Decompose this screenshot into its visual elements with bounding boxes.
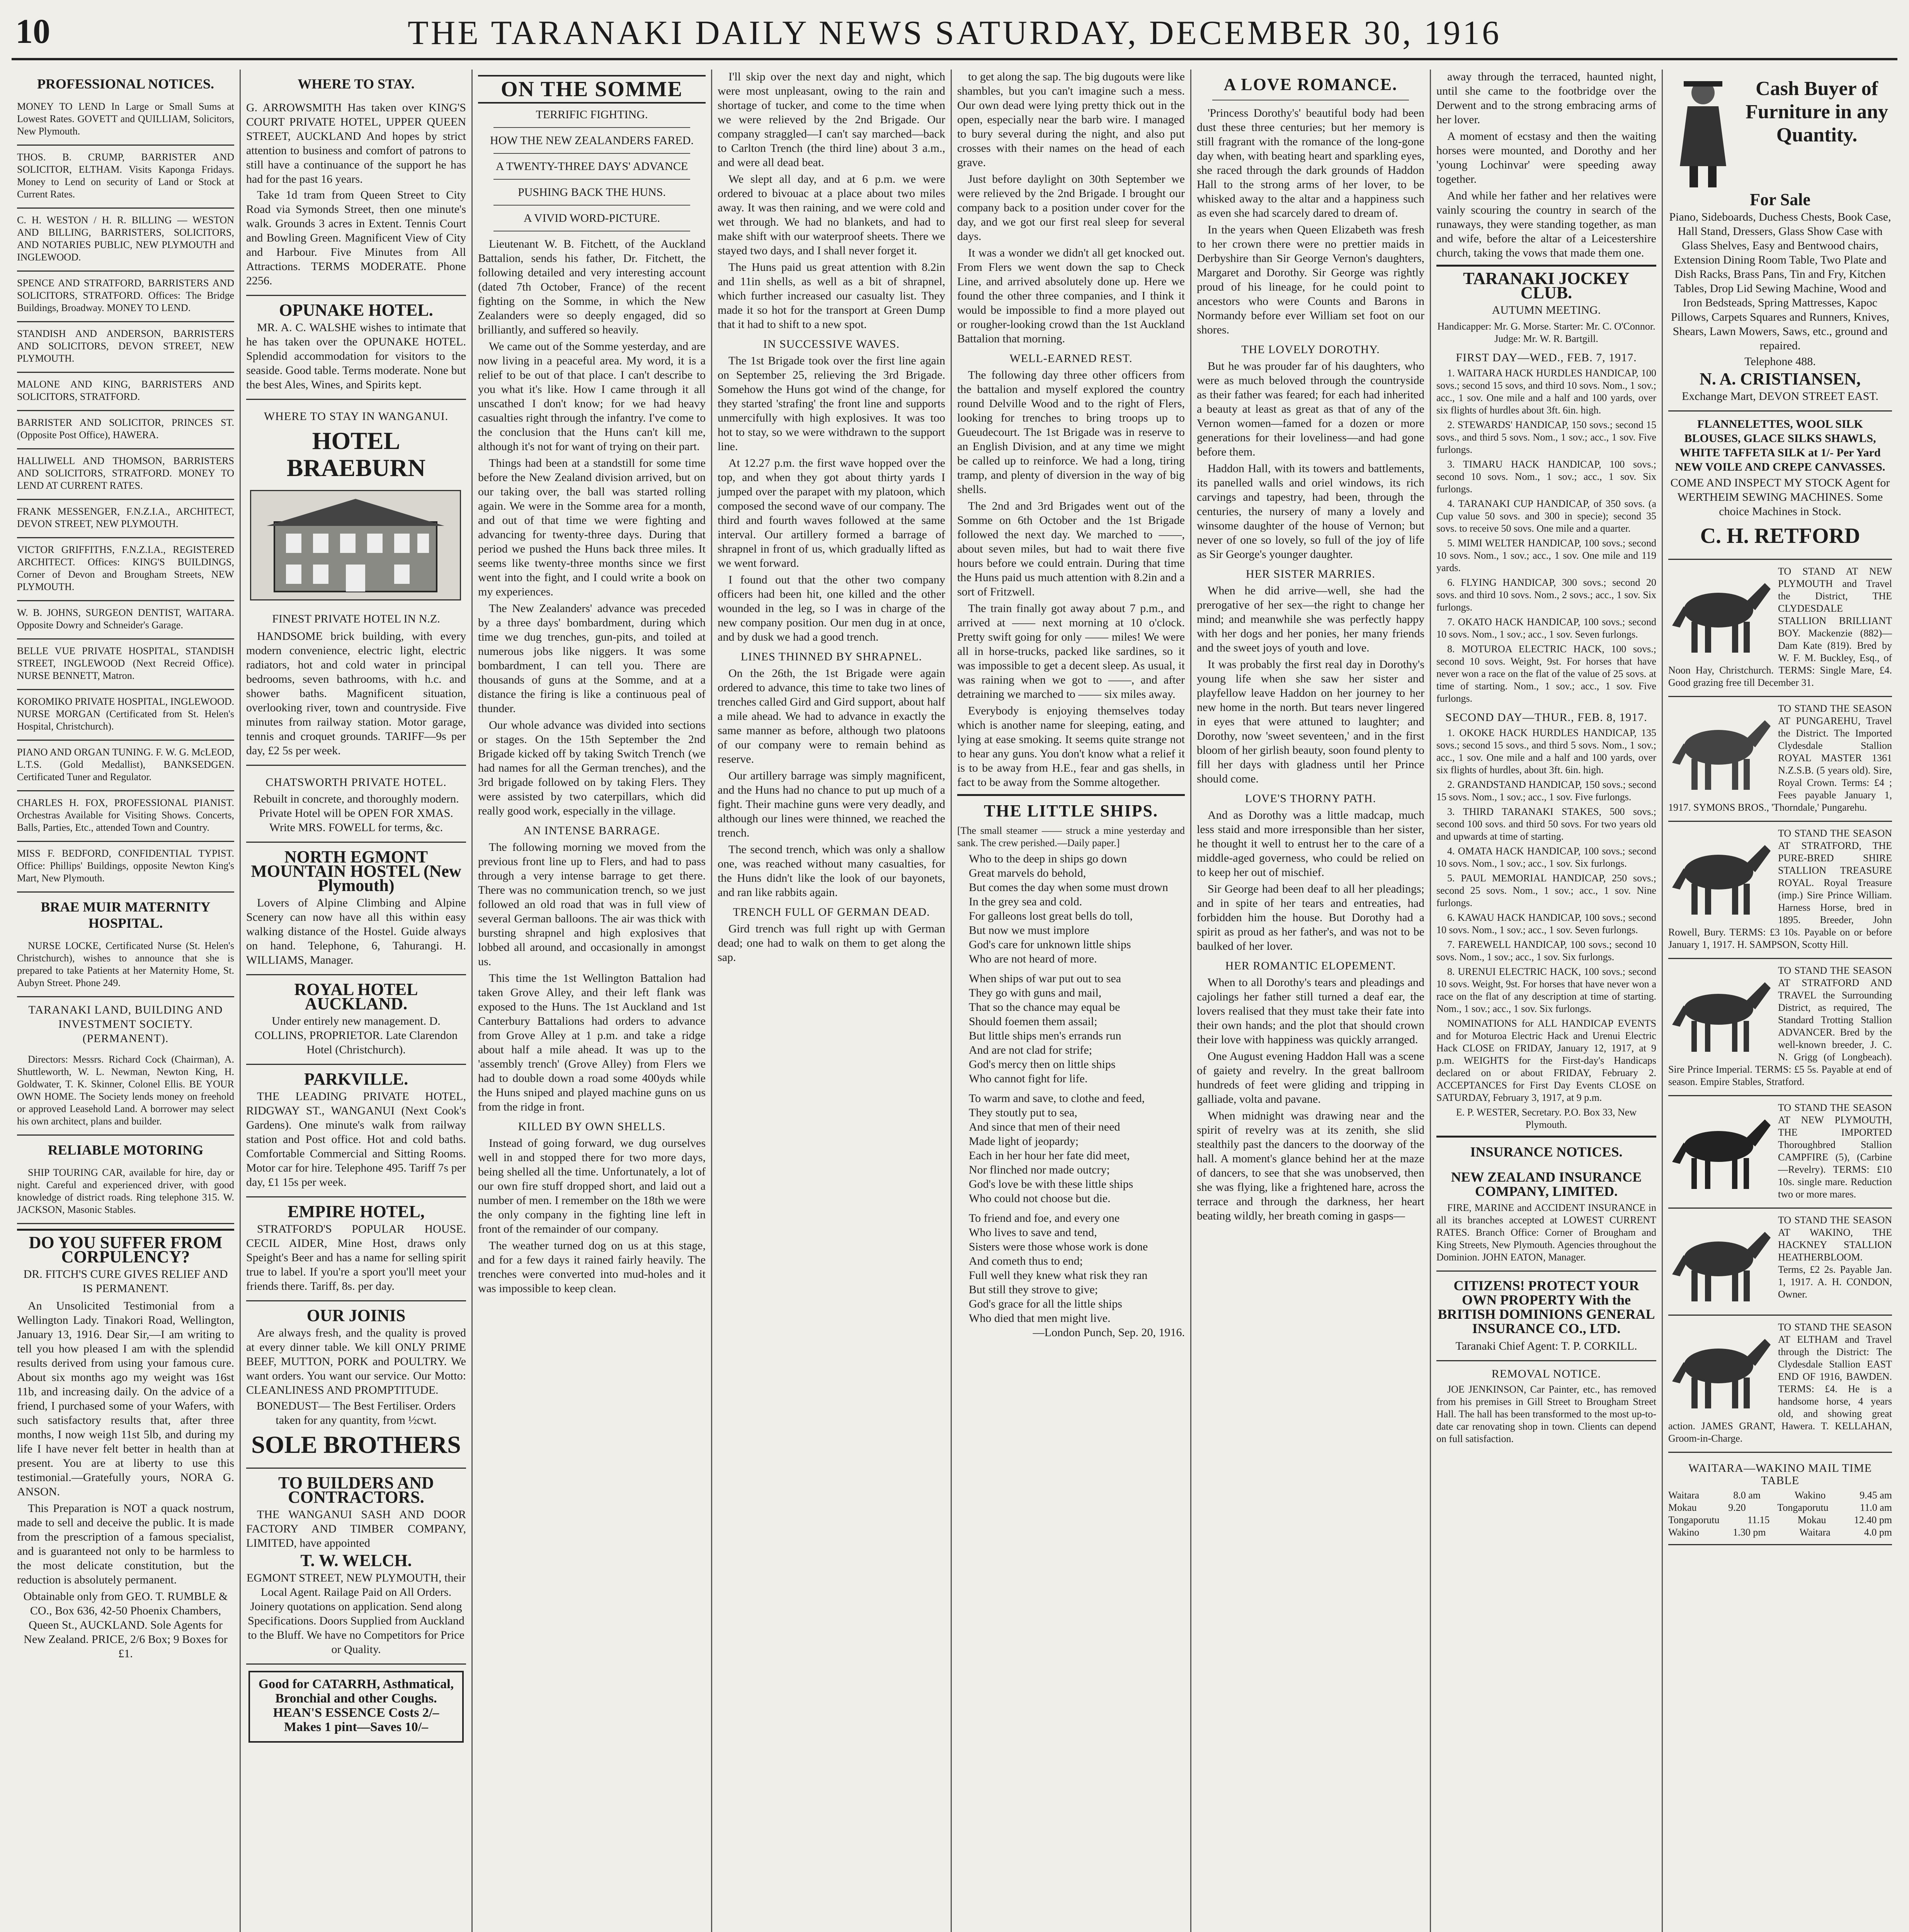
timetable-row (1668, 1526, 1892, 1539)
professional-notice (17, 209, 234, 272)
timetable-cell: Wakino (1668, 1527, 1700, 1538)
article-paragraph: Things had been at a standstill for some time before the New Zealand division arrived, but on our taking over, the ball was started rolling again. We were in the Somme area for a month, and out of that time we were fighting and advancing for twenty-three days. During that period we pushed the Huns back three miles. It seems like twenty-three months since we first went into the fight, and I could write a book on my experiences. (478, 457, 706, 598)
flannelettes-text: FLANNELETTES, WOOL SILK BLOUSES, GLACE SILKS SHAWLS, WHITE TAFFETA SILK at 1/- Per Yard NEW VOILE AND CREPE CANVASSES. (1675, 418, 1885, 473)
divider (957, 794, 1185, 796)
article-paragraph: It was a wonder we didn't all get knocked out. From Flers we went down the sap to Check Line, and arrived absolutely done up. Here we found the other three companies, and I think it would be impossible to find a more played out or rougher-looking crowd than the 1st Auckland Battalion that morning. (957, 247, 1185, 345)
stallion-notice (1668, 560, 1892, 697)
masthead (12, 8, 1897, 60)
column-somme-end-little-ships (951, 70, 1190, 1932)
egmont-hostel-ad (246, 843, 466, 975)
heans-essence-ad (248, 1671, 464, 1743)
stallion-text: TO STAND THE SEASON AT STRATFORD, THE PURE-BRED SHIRE STALLION TREASURE ROYAL. Royal Treasure (imp.) Sire Prince William. Harness Horse, bred in 1895. Breeder, John Rowell, Bury. TERMS: £3 10s. Payable on or before January 1, 1917. H. SAMPSON, Scotty Hill. (1668, 828, 1892, 950)
horse-illustration (1668, 967, 1773, 1056)
royal-text: Under entirely new management. D. COLLINS, PROPRIETOR. Late Clarendon Hotel (Christchurch). (254, 1015, 458, 1056)
stallion-notice (1668, 822, 1892, 959)
notice-text: VICTOR GRIFFITHS, F.N.Z.I.A., REGISTERED ARCHITECT. Offices: KING'S BUILDINGS, Corner of Devon and Brougham Streets, NEW PLYMOUTH. (17, 544, 234, 592)
poem-line: To friend and foe, and every one (969, 1212, 1120, 1225)
poem-body (957, 852, 1185, 1325)
article-paragraph: We came out of the Somme yesterday, and are now living in a peaceful area. My word, it is a relief to be out of that place. I can't describe to you what it's like. How I came through it all unscathed I don't know; for we had heavy casualties right through the infantry. I've come to the conclusion that the Huns can't kill me, although it's not for want of trying on their part. (478, 340, 706, 453)
corpulency-testimonial: An Unsolicited Testimonial from a Wellington Lady. Tinakori Road, Wellington, January 13, 1916. Dear Sir,—I am writing to tell you how pleased I am with the splendid results derived from using your famous cure. About six months ago my weight was 16st 11b, and increasing daily. On the advice of a friend, I purchased some of your Wafers, with such satisfactory results that, after three months, I now weigh 11st 5lb, and during my life I have never felt better in health than at present. You are at liberty to use this testimonial.—Gratefully yours, NORA G. ANSON. (17, 1299, 234, 1498)
timetable-cell: Mokau (1668, 1502, 1697, 1513)
race-entry: 8. URENUI ELECTRIC HACK, 100 sovs.; second 10 sovs. Weight, 9st. For horses that have never won a race on the flat of any description at time of starting. Nom., 1 sov.; acc., 1 sov. Six furlongs. (1436, 966, 1656, 1014)
chatsworth-heading: CHATSWORTH PRIVATE HOTEL. (265, 776, 447, 789)
notice-text: THOS. B. CRUMP, BARRISTER AND SOLICITOR, ELTHAM. Visits Kaponga Fridays. Money to Lend on security of Land or Stock at Current Rates. (17, 151, 234, 200)
poem-line: Nor flinched nor made outcry; (969, 1163, 1110, 1176)
poem-line: Who cannot fight for life. (969, 1072, 1088, 1085)
nz-insurance-ad (1436, 1163, 1656, 1272)
notice-text: BARRISTER AND SOLICITOR, PRINCES ST. (Opposite Post Office), HAWERA. (17, 417, 234, 440)
professional-notice (17, 741, 234, 791)
stock-text: COME AND INSPECT MY STOCK Agent for WERTHEIM SEWING MACHINES. Some choice Machines in Stock. (1670, 476, 1890, 518)
article-paragraph: One August evening Haddon Hall was a scene of gaiety and revelry. In the great ballroom hundreds of feet were gliding and tripping in galliade, volta and pavane. (1197, 1050, 1424, 1105)
column-love-romance (1190, 70, 1430, 1932)
corpulency-description: This Preparation is NOT a quack nostrum, made to sell and deceive the public. It is made from the prescription of a famous specialist, and is guaranteed not only to be harmless to the most delicate constitution, but the reduction is absolutely permanent. (17, 1502, 234, 1586)
article-subheading: THE LOVELY DOROTHY. (1241, 343, 1380, 356)
poem-line: For galleons lost great bells do toll, (969, 910, 1133, 922)
race-entry: 1. OKOKE HACK HURDLES HANDICAP, 135 sovs.; second 15 sovs., and third 5 sovs. Nom., 1 sov.; acc., 1 sov. One mile and a half and 100 yards, over six flights of hurdles, about 3ft. 6in. high. (1436, 727, 1656, 776)
timetable-cell: 11.0 am (1860, 1502, 1892, 1513)
notice-text: CHARLES H. FOX, PROFESSIONAL PIANIST. Orchestras Available for Visiting Shows. Concerts, Balls, Parties, Etc., attended Town and Country. (17, 797, 234, 833)
royal-hotel-ad (246, 975, 466, 1065)
timetable-cell: 11.15 (1747, 1514, 1770, 1526)
stallion-text: TO STAND THE SEASON AT NEW PLYMOUTH, THE IMPORTED Thoroughbred Stallion CAMPFIRE (5), (Carbine—Revelry). TERMS: £10 10s. single mare. Reduction two or more mares. (1778, 1102, 1892, 1200)
article-paragraph: And as Dorothy was a little madcap, much less staid and more irresponsible than her sister, he thought it well to entrust her to the care of a middle-aged governess, who could be relied on to keep her out of mischief. (1197, 809, 1424, 879)
article-paragraph: And while her father and her relatives were vainly scouring the country in search of the runaways, they were standing together, as man and wife, before the altar of a Leicestershire church, taking the vows that made them one. (1436, 189, 1656, 259)
notice-text: KOROMIKO PRIVATE HOSPITAL, INGLEWOOD. NURSE MORGAN (Certificated from St. Helen's Hospital, Christchurch). (17, 696, 234, 732)
timetable-cell: Tongaporutu (1668, 1514, 1720, 1526)
corpulency-heading: DO YOU SUFFER FROM CORPULENCY? (29, 1233, 223, 1266)
article-paragraph: I'll skip over the next day and night, which were most unpleasant, owing to the rain and shortage of tucker, and come to the time when we were relieved by the 2nd Brigade. Our company straggled—I can't say marched—back to Carlton Trench (the third line) about 3 a.m., and were all dead beat. (718, 70, 945, 169)
divider (493, 179, 690, 180)
deck-line: PUSHING BACK THE HUNS. (518, 186, 666, 199)
article-paragraph: Our whole advance was divided into sections or stages. On the 15th September the 2nd Brigade kicked off by taking Switch Trench (we had names for all the German trenches), and the 3rd brigade followed on by taking Flers. They were assisted by two caterpillars, which did really good work, especially in the village. (478, 719, 706, 817)
merchant-figure-illustration (1668, 73, 1738, 189)
notice-text: MONEY TO LEND In Large or Small Sums at Lowest Rates. GOVETT and QUILLIAM, Solicitors, New Plymouth. (17, 101, 234, 137)
article-paragraph: to get along the sap. The big dugouts were like shambles, but you can't imagine such a mess. Our own dead were lying pretty thick out in the open, especially near the barb wire. I managed to bury several during the night, and also put crosses with their names on the head of each grave. (957, 70, 1185, 169)
poem-line: Great marvels do behold, (969, 867, 1086, 879)
timetable-cell: 8.0 am (1733, 1490, 1761, 1501)
kings-court-text: G. ARROWSMITH Has taken over KING'S COURT PRIVATE HOTEL, UPPER QUEEN STREET, AUCKLAND And hopes by strict attention to business and comfort of patrons to still have a continuance of the support he has had for the past 16 years. (246, 101, 466, 185)
welch-name: T. W. WELCH. (300, 1551, 412, 1570)
sole-brothers: SOLE BROTHERS (251, 1431, 461, 1458)
notice-text: BELLE VUE PRIVATE HOSPITAL, STANDISH STREET, INGLEWOOD (Next Recreid Office). NURSE BENNETT, Matron. (17, 645, 234, 681)
nz-insurance-title: NEW ZEALAND INSURANCE COMPANY, LIMITED. (1451, 1169, 1642, 1199)
article-paragraph: The following morning we moved from the previous front line up to Flers, and had to pass through a very intense barrage to get there. There was no communication trench, so we just followed an old road that was in full view of several German balloons. The air was thick with bursting shrapnel and high explosives that lobbed all around, and occasionally in amongst us. (478, 841, 706, 968)
divider (17, 1229, 234, 1231)
professional-notice (17, 690, 234, 741)
heans-essence-text: Good for CATARRH, Asthmatical, Bronchial and other Coughs. HEAN'S ESSENCE Costs 2/– Makes 1 pint—Saves 10/– (258, 1677, 454, 1734)
kings-court-ad (246, 95, 466, 296)
wanganui-heading: WHERE TO STAY IN WANGANUI. (264, 410, 449, 423)
mail-timetable (1668, 1453, 1892, 1545)
article-paragraph: The New Zealanders' advance was preceded by a three days' bombardment, during which time we dug trenches, gun-pits, and toiled at numerous jobs like niggers. It was some bombardment, I can tell you. There are thousands of guns at the Somme, and at a distance the firing is like a continuous peal of thunder. (478, 602, 706, 715)
removal-text: JOE JENKINSON, Car Painter, etc., has removed from his premises in Gill Street to Brougham Street Hall. The hall has been transformed to the most up-to-date car renovating shop in town. Clients can depend on full satisfaction. (1436, 1384, 1656, 1444)
divider (493, 205, 690, 206)
race-entry: 3. THIRD TARANAKI STAKES, 500 sovs.; second 100 sovs. and third 50 sovs. For two years old and upwards at time of starting. (1436, 806, 1656, 842)
poem-line: And cometh thus to end; (969, 1255, 1083, 1267)
race-entry: 5. PAUL MEMORIAL HANDICAP, 250 sovs.; second 25 sovs. Nom., 1 sov.; acc., 1 sov. Nine furlongs. (1436, 872, 1656, 908)
braeburn-title: HOTEL BRAEBURN (286, 427, 426, 481)
secretary-signature: E. P. WESTER, Secretary. P.O. Box 33, New Plymouth. (1456, 1107, 1637, 1130)
race-entry: 6. KAWAU HACK HANDICAP, 100 sovs.; second 10 sovs. Nom., 1 sov.; acc., 1 sov. Seven furlongs. (1436, 912, 1656, 935)
royal-heading: ROYAL HOTEL AUCKLAND. (294, 980, 418, 1013)
article-subheading: HER SISTER MARRIES. (1246, 568, 1375, 580)
timetable-cell: 12.40 pm (1854, 1514, 1892, 1526)
parkville-ad (246, 1065, 466, 1197)
article-headline-somme: ON THE SOMME (478, 75, 706, 104)
where-to-stay-heading: WHERE TO STAY. (298, 76, 415, 92)
poem-line: Each in her hour her fate did meet, (969, 1149, 1130, 1162)
timetable-cell: Tongaporutu (1777, 1502, 1829, 1513)
article-subheading: IN SUCCESSIVE WAVES. (763, 338, 900, 350)
rumble-agents: Obtainable only from GEO. T. RUMBLE & CO., Box 636, 42-50 Phoenix Chambers, Queen St., AUCKLAND. Sole Agents for New Zealand. PRICE, 2/6 Box; 9 Boxes for £1. (23, 1590, 228, 1660)
professional-notice (17, 842, 234, 893)
poem-line: But still they strove to give; (969, 1283, 1098, 1296)
horse-illustration (1668, 830, 1773, 918)
article-paragraph: When midnight was drawing near and the spirit of revelry was at its zenith, she slid stealthily past the dancers to the doorway of the hall. A moment's glance behind her at the maze of dancers, to see that she was unobserved, then she was flying, like a frightened hare, across the terrace and through the darkness, her heart beating wildly, her breath coming in gasps— (1197, 1109, 1424, 1222)
timetable-cell: 9.20 (1728, 1502, 1746, 1513)
stallion-text: TO STAND THE SEASON AT PUNGAREHU, Travel the District. The Imported Clydesdale Stallion ROYAL MASTER 1361 N.Z.S.B. (5 years old). Sire, Royal Crown. Terms: £4 ; Fees payable January 1, 1917. SYMONS BROS., 'Thorndale,' Pungarehu. (1668, 703, 1892, 813)
article-paragraph: When he did arrive—well, she had the prerogative of her sex—the right to change her mind; and meanwhile she was perfectly happy with her dogs and her ponies, her many friends and the sweet joys of youth and love. (1197, 584, 1424, 654)
bonedust-text: BONEDUST— The Best Fertiliser. Orders taken for any quantity, from ½cwt. (256, 1400, 456, 1427)
nominations-notice: NOMINATIONS for ALL HANDICAP EVENTS and for Moturoa Electric Hack and Urenui Electric Hack CLOSE on FRIDAY, January 12, 1917, at 9 p.m. WEIGHTS for the First-day's Handicaps declared on or about FRIDAY, February 2. ACCEPTANCES for First Day Events CLOSE on SATURDAY, February 3, 1917, at 9 p.m. (1436, 1018, 1656, 1103)
poem-line: To warm and save, to clothe and feed, (969, 1092, 1145, 1105)
stallion-notice (1668, 1209, 1892, 1316)
article-paragraph: On the 26th, the 1st Brigade were again ordered to advance, this time to take two lines of trenches called Gird and Gird support, about half a mile ahead. We had to advance in exactly the same manner as before, although two platoons of our company were to remain behind as reserve. (718, 667, 945, 765)
timetable-cell: 4.0 pm (1864, 1527, 1892, 1538)
article-subheading: TRENCH FULL OF GERMAN DEAD. (733, 906, 930, 918)
article-subheading: AN INTENSE BARRAGE. (523, 824, 660, 837)
poem-line: In the grey sea and cold. (969, 895, 1082, 908)
poem-title-little-ships: THE LITTLE SHIPS. (984, 801, 1158, 820)
article-paragraph: In the years when Queen Elizabeth was fresh to her crown there were no prettier maids in Derbyshire than Sir George Vernon's daughters, Margaret and Dorothy. Sir George was rightly proud of his lineage, for he could point to ancestors who were Counts and Barons in Normandy before ever William set foot on our shores. (1197, 223, 1424, 336)
cristiansen-address: Exchange Mart, DEVON STREET EAST. (1682, 390, 1878, 403)
corpulency-subheading: DR. FITCH'S CURE GIVES RELIEF AND IS PERMANENT. (23, 1268, 228, 1295)
notice-text: W. B. JOHNS, SURGEON DENTIST, WAITARA. Opposite Dowry and Schneider's Garage. (17, 607, 234, 631)
article-paragraph: The second trench, which was only a shallow one, was reached without many casualties, for the Huns didn't like the look of our bayonets, and ran like rabbits again. (718, 843, 945, 899)
professional-notice (17, 95, 234, 146)
timetable-cell: Mokau (1797, 1514, 1826, 1526)
newspaper-title: THE TARANAKI DAILY NEWS SATURDAY, DECEMBER 30, 1916 (408, 14, 1501, 52)
timetable-row (1668, 1489, 1892, 1502)
notice-text: HALLIWELL AND THOMSON, BARRISTERS AND SOLICITORS, STRATFORD. MONEY TO LEND AT CURRENT RATES. (17, 455, 234, 491)
deck-line: TERRIFIC FIGHTING. (536, 108, 648, 121)
poem-credit: —London Punch, Sep. 20, 1916. (1033, 1326, 1185, 1339)
professional-notice (17, 500, 234, 538)
race-entry: 5. MIMI WELTER HANDICAP, 100 sovs.; second 10 sovs. Nom., 1 sov.; acc., 1 sov. One mile and 119 yards. (1436, 537, 1656, 573)
column-on-the-somme (471, 70, 711, 1932)
deck-line: HOW THE NEW ZEALANDERS FARED. (490, 134, 694, 147)
professional-notice (17, 322, 234, 373)
notice-text: PIANO AND ORGAN TUNING. F. W. G. McLEOD, L.T.S. (Gold Medallist), BANKSEDGEN. Certificated Tuner and Regulator. (17, 747, 234, 782)
timetable-cell: 9.45 am (1860, 1490, 1892, 1501)
joints-text: Are always fresh, and the quality is proved at every dinner table. We kill ONLY PRIME BEEF, MUTTON, PORK and POULTRY. We want orders. You want our service. Our Motto: CLEANLINESS AND PROMPTITUDE. (246, 1327, 466, 1396)
maternity-text: NURSE LOCKE, Certificated Nurse (St. Helen's Christchurch), wishes to announce that she is prepared to take Patients at her Maternity Home, St. Aubyn Street. Phone 249. (17, 940, 234, 988)
race-entry: 3. TIMARU HACK HANDICAP, 100 sovs.; second 10 sovs. Nom., 1 sov.; acc., 1 sov. Six furlongs. (1436, 459, 1656, 495)
poem-line: They stoutly put to sea, (969, 1106, 1077, 1119)
horse-illustration (1668, 1216, 1773, 1305)
builders-ad (246, 1469, 466, 1665)
stallion-notice (1668, 1316, 1892, 1453)
article-paragraph: Instead of going forward, we dug ourselves well in and stopped there for two more days, being shelled all the time. Unfortunately, a lot of our own fire stuff dropped short, and laid out a number of men. I remember on the 18th we were the only company in the fighting line left in front of the remainder of our company. (478, 1137, 706, 1235)
jockey-club-officials: Handicapper: Mr. G. Morse. Starter: Mr. C. O'Connor. Judge: Mr. W. R. Bartgill. (1437, 321, 1655, 344)
horse-illustration (1668, 1104, 1773, 1193)
retford-drapery-ad (1668, 412, 1892, 560)
welch-text: EGMONT STREET, NEW PLYMOUTH, their Local Agent. Railage Paid on All Orders. Joinery quotations on application. Send along Specifications. Doors Supplied from Auckland to the Bluff. We have no Competitors for Price or Quality. (247, 1571, 466, 1656)
column-somme-continued (711, 70, 951, 1932)
building-society-text: Directors: Messrs. Richard Cock (Chairman), A. Shuttleworth, W. L. Newman, Newton King, H. Goldwater, T. K. Skinner, Colonel Ellis. BE YOUR OWN HOME. The Society lends money on freehold or approved Leasehold Land. A borrower may select his own architect, plans and builder. (17, 1054, 234, 1127)
race-entry: 2. STEWARDS' HANDICAP, 150 sovs.; second 15 sovs., and third 5 sovs. Nom., 1 sov.; acc., 1 sov. Five furlongs. (1436, 419, 1656, 455)
article-paragraph: Gird trench was full right up with German dead; one had to walk on them to get along the sap. (718, 922, 945, 964)
timetable-cell: Wakino (1794, 1490, 1826, 1501)
poem-line: Who died that men might live. (969, 1312, 1111, 1325)
chatsworth-ad (246, 766, 466, 843)
article-paragraph: away through the terraced, haunted night, until she came to the footbridge over the Derwent and to the strong embracing arms of her lover. (1436, 70, 1656, 126)
joints-heading: OUR JOINIS (306, 1306, 406, 1325)
opunake-heading: OPUNAKE HOTEL. (279, 301, 433, 320)
stallion-text: TO STAND THE SEASON AT STRATFORD AND TRAVEL the Surrounding District, as required, The Standard Trotting Stallion ADVANCER. Bred by the well-known breeder, J. C. N. Grigg (of Longbeach). Sire Prince Imperial. TERMS: £5 5s. Payable at end of season. Empire Stables, Stratford. (1668, 965, 1892, 1087)
professional-notice (17, 373, 234, 411)
timetable-row (1668, 1514, 1892, 1526)
poem-line: God's love be with these little ships (969, 1178, 1133, 1190)
poem-line: That so the chance may equal be (969, 1001, 1120, 1014)
notice-text: MALONE AND KING, BARRISTERS AND SOLICITORS, STRATFORD. (17, 379, 234, 402)
timetable-cell: 1.30 pm (1733, 1527, 1766, 1538)
maternity-notice (17, 934, 234, 997)
poem-line: And since that men of their need (969, 1121, 1120, 1133)
stallion-text: TO STAND THE SEASON AT ELTHAM and Travel through the District: The Clydesdale Stallion EAST END OF 1916, BAWDEN. TERMS: £4. He is a handsome horse, 4 years old, and showing great action. JAMES GRANT, Hawera. T. KELLAHAN, Groom-in-Charge. (1668, 1321, 1892, 1444)
article-paragraph: The 1st Brigade took over the first line again on September 25, relieving the 3rd Brigade. Somehow the Huns got wind of the change, for they started 'strafing' the front line and supports unmercifully with high explosives. It was too hot to stay, so we were withdrawn to the support line. (718, 354, 945, 453)
article-paragraph: This time the 1st Wellington Battalion had taken Grove Alley, and their left flank was exposed to the Huns. The 1st Auckland and 1st Canterbury Battalions had orders to advance from Grove Alley at 1 p.m. and take a ridge about half a mile ahead. It was up to the 'assembly trench' (Grove Alley) from Flers we had to double down a road some 400yds while the Huns sniped and played machine guns on us from the ridge in front. (478, 972, 706, 1113)
poem-line: Should foemen them assail; (969, 1015, 1097, 1028)
notice-text: C. H. WESTON / H. R. BILLING — WESTON AND BILLING, BARRISTERS, SOLICITORS, AND NOTARIES PUBLIC, NEW PLYMOUTH and INGLEWOOD. (17, 214, 234, 263)
article-paragraph: The weather turned dog on us at this stage, and for a few days it rained fairly heavily. The trenches were converted into mud-holes and it was impossible to keep clean. (478, 1239, 706, 1295)
poem-line: God's care for unknown little ships (969, 938, 1131, 951)
notice-text: FRANK MESSENGER, F.N.Z.I.A., ARCHITECT, DEVON STREET, NEW PLYMOUTH. (17, 506, 234, 529)
telephone-number: Telephone 488. (1744, 355, 1816, 368)
professional-notice (17, 791, 234, 842)
race-entry: 6. FLYING HANDICAP, 300 sovs.; second 20 sovs. and third 10 sovs. Nom., 2 sovs.; acc., 1 sov. Six furlongs. (1436, 577, 1656, 613)
builders-text: THE WANGANUI SASH AND DOOR FACTORY AND TIMBER COMPANY, LIMITED, have appointed (246, 1508, 466, 1549)
divider (493, 153, 690, 154)
article-subheading: HER ROMANTIC ELOPEMENT. (1225, 959, 1396, 972)
braeburn-caption: FINEST PRIVATE HOTEL IN N.Z. (272, 612, 440, 625)
poem-line: They go with guns and mail, (969, 986, 1102, 999)
article-subheading: WELL-EARNED REST. (1009, 352, 1133, 365)
professional-notice (17, 272, 234, 322)
article-paragraph: The 2nd and 3rd Brigades went out of the Somme on 6th October and the 1st Brigade followed the next day. We marched to ——, about seven miles, but had to wait there five hours before we could entrain. During that time the Huns paid us much attention with 8.2in and a sort of Fritzwell. (957, 500, 1185, 598)
race-entry: 4. TARANAKI CUP HANDICAP, of 350 sovs. (a Cup value 50 sovs. and 300 in specie); second 35 sovs. to receive 50 sovs. One mile and a quarter. (1436, 498, 1656, 534)
article-subheading: LINES THINNED BY SHRAPNEL. (740, 650, 922, 663)
jockey-club-heading: TARANAKI JOCKEY CLUB. (1463, 269, 1630, 302)
article-paragraph: At 12.27 p.m. the first wave hopped over the top, and when they got about thirty yards I jumped over the parapet with my platoon, which composed the second wave of our company. The third and fourth waves followed at the same interval. Our artillery formed a barrage of shrapnel in front of us, which gradually lifted as we went forward. (718, 457, 945, 570)
professional-notice (17, 601, 234, 639)
for-sale-list: Piano, Sideboards, Duchess Chests, Book Case, Hall Stand, Dressers, Glass Show Case with Glass Shelves, Easy and Bentwood chairs, Extension Dining Room Table, Two Plate and Dish Racks, Brass Pans, Tin and Fry, Kitchen Tables, Drop Lid Sewing Machine, Wood and Iron Bedsteads, Spring Mattresses, Kapoc Pillows, Carpets Squares and Runners, Knives, Shears, Lawn Mowers, Saws, etc., ground and repaired. (1669, 211, 1891, 352)
article-paragraph: The following day three other officers from the battalion and myself explored the country round Delville Wood and to the right of Flers, looking for trenches to bring troops up to Gueudecourt. The 1st Brigade was in reserve to an English Division, and at any time we might be called up to reinforce. We had a long, tiring tramp, and plenty of diversion in the way of big shells. (957, 369, 1185, 496)
joints-ad (246, 1301, 466, 1469)
deck-line: A TWENTY-THREE DAYS' ADVANCE (495, 160, 688, 173)
race-day-heading: SECOND DAY—THUR., FEB. 8, 1917. (1445, 711, 1647, 724)
professional-notice (17, 146, 234, 209)
stallion-notice (1668, 1096, 1892, 1209)
motoring-heading: RELIABLE MOTORING (48, 1142, 204, 1158)
poem-line: When ships of war put out to sea (969, 972, 1121, 985)
jockey-club-subheading: AUTUMN MEETING. (1492, 304, 1601, 316)
poem-line: God's grace for all the little ships (969, 1298, 1122, 1310)
column-professional-notices (12, 70, 240, 1932)
kings-court-details: Take 1d tram from Queen Street to City Road via Symonds Street, then one minute's walk. Grounds 3 acres in Extent. Tennis Court and Bowling Green. Magnificent View of City and Harbour. Five Minutes from All Attractions. TERMS MODERATE. Phone 2256. (246, 189, 466, 287)
poem-line: Who could not choose but die. (969, 1192, 1111, 1205)
timetable-row (1668, 1502, 1892, 1514)
stallion-text: TO STAND THE SEASON AT WAKINO, THE HACKNEY STALLION HEATHERBLOOM. Terms, £2 2s. Payable Jan. 1, 1917. A. H. CONDON, Owner. (1778, 1214, 1892, 1300)
poem-line: But now we must implore (969, 924, 1089, 937)
british-dominions-ad (1436, 1272, 1656, 1361)
mail-timetable-heading: WAITARA—WAKINO MAIL TIME TABLE (1688, 1462, 1872, 1487)
builders-heading: TO BUILDERS AND CONTRACTORS. (278, 1473, 434, 1507)
poem-line: Full well they knew what risk they ran (969, 1269, 1148, 1282)
parkville-text: THE LEADING PRIVATE HOTEL, RIDGWAY ST., WANGANUI (Next Cook's Gardens). One minute's walk from railway station and Post office. Hot and cold baths. Comfortable Commercial and Sitting Rooms. Motor car for hire. Telephone 495. Tariff 7s per day, £1 15s per week. (246, 1090, 466, 1189)
parkville-heading: PARKVILLE. (304, 1070, 408, 1088)
article-paragraph: Everybody is enjoying themselves today which is another name for sleeping, eating, and lying at ease smoking. It seems quite strange not to hear any guns. You don't know what a relief it is to be away from H.E., fear and gas shells, in fact to be away from the Somme altogether. (957, 704, 1185, 789)
column-where-to-stay (240, 70, 471, 1932)
poem-line: Sisters were those whose work is done (969, 1240, 1148, 1253)
article-headline-love-romance: A LOVE ROMANCE. (1223, 75, 1398, 94)
notice-text: STANDISH AND ANDERSON, BARRISTERS AND SOLICITORS, DEVON STREET, NEW PLYMOUTH. (17, 328, 234, 364)
timetable-cell: Waitara (1799, 1527, 1831, 1538)
article-paragraph: Just before daylight on 30th September we were relieved by the 2nd Brigade. I brought our company back to a position under cover for the day, and we got our first real sleep for several days. (957, 173, 1185, 243)
article-paragraph: The train finally got away about 7 p.m., and arrived at —— next morning at 10 o'clock. Pretty swift going for only —— miles! We were all in horse-trucks, packed like sardines, so it was impossible to get a decent sleep. As usual, it was raining when we got to ——, and after detraining we marched to —— six miles away. (957, 602, 1185, 701)
poem-intro: [The small steamer —— struck a mine yesterday and sank. The crew perished.—Daily paper.] (957, 825, 1185, 849)
article-paragraph: We slept all day, and at 6 p.m. we were ordered to bivouac at a place about two miles away. It was then raining, and we were cold and wet through. We had no blankets, and had to make shift with our waterproof sheets. There we stayed two days, and I shall never forget it. (718, 173, 945, 257)
poem-line: But little ships men's errands run (969, 1029, 1121, 1042)
building-society-notice (17, 1048, 234, 1136)
race-entry: 8. MOTUROA ELECTRIC HACK, 100 sovs.; second 10 sovs. Weight, 9st. For horses that have never won a race on the flat of the value of 25 sovs. at time of starting. Nom., 1 sov.; acc., 1 sov. Five furlongs. (1436, 643, 1656, 704)
notice-text: SPENCE AND STRATFORD, BARRISTERS AND SOLICITORS, STRATFORD. Offices: The Bridge Buildings, Broadway. MONEY TO LEND. (17, 277, 234, 313)
poem-line: Who lives to save and tend, (969, 1226, 1097, 1239)
braeburn-ad (246, 400, 466, 766)
article-paragraph: Lieutenant W. B. Fitchett, of the Auckland Battalion, sends his father, Dr. Fitchett, the following detailed and very interesting account (dated 7th October, France) of the recent fighting on the Somme, in which the New Zealanders were so deeply engaged, did so brilliantly, and suffered so heavily. (478, 238, 706, 336)
egmont-text: Lovers of Alpine Climbing and Alpine Scenery can now have all this within easy walking distance of the Hostel. Guide always on hand. Telephone, 6, Tahurangi. H. WILLIAMS, Manager. (246, 896, 466, 966)
race-entry: 7. FAREWELL HANDICAP, 100 sovs.; second 10 sovs. Nom., 1 sov.; acc., 1 sov. Six furlongs. (1436, 939, 1656, 963)
empire-heading: EMPIRE HOTEL, (288, 1202, 425, 1221)
cash-buyer-headline: Cash Buyer of Furniture in any Quantity. (1746, 78, 1888, 146)
column-jockey-club-insurance (1430, 70, 1662, 1932)
retford-name: C. H. RETFORD (1700, 524, 1860, 548)
egmont-heading: NORTH EGMONT MOUNTAIN HOSTEL (New Plymouth) (251, 847, 461, 895)
poem-line: Made light of jeopardy; (969, 1135, 1079, 1148)
hotel-building-illustration (250, 490, 461, 600)
motoring-notice (17, 1161, 234, 1224)
for-sale-heading: For Sale (1750, 190, 1810, 209)
stallion-notice (1668, 697, 1892, 822)
professional-notice (17, 411, 234, 449)
motoring-text: SHIP TOURING CAR, available for hire, day or night. Careful and experienced driver, with good knowledge of district roads. Ring telephone 315. W. JACKSON, Masonic Stables. (17, 1167, 234, 1215)
horse-illustration (1668, 1323, 1773, 1412)
race-day-heading: FIRST DAY—WED., FEB. 7, 1917. (1456, 351, 1637, 364)
professional-notice (17, 639, 234, 690)
cash-buyer-ad (1668, 70, 1892, 412)
poem-line: But comes the day when some must drown (969, 881, 1168, 894)
poem-line: God's mercy then on little ships (969, 1058, 1116, 1071)
deck-line: A VIVID WORD-PICTURE. (523, 212, 660, 224)
opunake-ad (246, 296, 466, 400)
article-subheading: LOVE'S THORNY PATH. (1245, 792, 1376, 805)
opunake-text: MR. A. C. WALSHE wishes to intimate that he has taken over the OPUNAKE HOTEL. Splendid accommodation for visitors to the seaside. Good table. Terms moderate. None but the best Ales, Wines, and Spirits kept. (246, 321, 466, 391)
article-paragraph: Haddon Hall, with its towers and battlements, its panelled walls and oriel windows, its rich carvings and tapestry, had been, through the centuries, the nursery of many a lovely and winsome daughter of the house of Vernon; but never of one so lovely, so full of the joy of life as Sir George's younger daughter. (1197, 462, 1424, 561)
race-entry: 1. WAITARA HACK HURDLES HANDICAP, 100 sovs.; second 15 sovs, and third 10 sovs. Nom., 1 sov.; acc., 1 sov. One mile and a half and 100 yards, over six flights of hurdles about 3ft. 6in. high. (1436, 367, 1656, 416)
professional-notices-heading: PROFESSIONAL NOTICES. (37, 76, 214, 92)
british-dominions-agent: Taranaki Chief Agent: T. P. CORKILL. (1455, 1340, 1637, 1352)
poem-line: Who to the deep in ships go down (969, 852, 1127, 865)
notice-text: MISS F. BEDFORD, CONFIDENTIAL TYPIST. Office: Phillips' Buildings, opposite Newton King's Mart, New Plymouth. (17, 848, 234, 884)
article-paragraph: It was probably the first real day in Dorothy's young life when she saw her sister and playfellow leave Haddon on her journey to her new home in the north. But tears never lingered in eyes that were attuned to laughter; and Dorothy, now 'sweet seventeen,' and in the first bloom of her girlish beauty, soon found plenty to fill her days with gladness until her Prince should come. (1197, 658, 1424, 785)
chatsworth-text: Rebuilt in concrete, and thoroughly modern. Private Hotel will be OPEN FOR XMAS. Write MRS. FOWELL for terms, &c. (253, 793, 459, 834)
timetable-cell: Waitara (1668, 1490, 1700, 1501)
article-paragraph: Our artillery barrage was simply magnificent, and the Huns had no chance to put up much of a fight. Their machine guns were very deadly, and although our lines were thinned, we reached the trench. (718, 769, 945, 839)
divider (1436, 265, 1656, 267)
stallion-notice (1668, 959, 1892, 1096)
removal-heading: REMOVAL NOTICE. (1491, 1367, 1601, 1380)
article-paragraph: But he was prouder far of his daughters, who were as much beloved through the countryside as their father was feared; for each had inherited a beauty at least as great as that of any of the Vernon women—famed for a dozen or more generations for their loveliness—and had gone before them. (1197, 360, 1424, 458)
article-paragraph: I found out that the other two company officers had been hit, one killed and the other wounded in the leg, so I was in charge of the new company position. Our men dug in at once, and by dusk we had a good trench. (718, 573, 945, 643)
divider (1436, 1136, 1656, 1138)
nz-insurance-text: FIRE, MARINE and ACCIDENT INSURANCE in all its branches accepted at LOWEST CURRENT RATES. Branch Office: Corner of Brougham and King Streets, New Plymouth. Agencies throughout the Dominion. JOHN EATON, Manager. (1436, 1202, 1656, 1263)
article-paragraph: 'Princess Dorothy's' beautiful body had been dust these three centuries; but her memory is still fragrant with the romance of the long-gone day when, with beating heart and sparkling eyes, she raced through the dark grounds of Haddon Hall to the strong arms of her lover, to be whisked away to the altar and a happiness such as even she had scarcely dared to dream of. (1197, 107, 1424, 219)
empire-text: STRATFORD'S POPULAR HOUSE. CECIL AIDER, Mine Host, draws only Speight's Beer and has a name for selling spirit true to label. If you're a sport you'll meet your friends there. Tariff, 8s. per day. (246, 1223, 466, 1293)
maternity-heading: BRAE MUIR MATERNITY HOSPITAL. (41, 899, 211, 931)
race-entry: 2. GRANDSTAND HANDICAP, 150 sovs.; second 15 sovs. Nom., 1 sov.; acc., 1 sov. Five furlongs. (1436, 779, 1656, 803)
poem-line: And are not clad for strife; (969, 1044, 1092, 1056)
horse-illustration (1668, 705, 1773, 794)
race-entry: 4. OMATA HACK HANDICAP, 100 sovs.; second 10 sovs. Nom., 1 sov.; acc., 1 sov. Six furlongs. (1436, 845, 1656, 869)
article-paragraph: Sir George had been deaf to all her pleadings; and in spite of her tears and entreaties, had forbidden him the house. But Dorothy had a spirit as proud as her father's, and was not to be baulked of her lover. (1197, 883, 1424, 952)
article-paragraph: A moment of ecstasy and then the waiting horses were mounted, and Dorothy and her 'young Lochinvar' were speeding away together. (1436, 130, 1656, 185)
stallion-text: TO STAND AT NEW PLYMOUTH and Travel the District, THE CLYDESDALE STALLION BRILLIANT BOY. Mackenzie (882)—Dam Kate (819). Bred by W. F. M. Buckley, Esq., of Noon Hay, Christchurch. TERMS: Single Mare, £4. Good grazing free till December 31. (1668, 566, 1892, 688)
empire-hotel-ad (246, 1197, 466, 1301)
cristiansen-name: N. A. CRISTIANSEN, (1700, 369, 1861, 388)
page-number: 10 (15, 12, 50, 51)
race-entry: 7. OKATO HACK HANDICAP, 100 sovs.; second 10 sovs. Nom., 1 sov.; acc., 1 sov. Seven furlongs. (1436, 616, 1656, 640)
insurance-heading: INSURANCE NOTICES. (1470, 1144, 1623, 1160)
article-subheading: KILLED BY OWN SHELLS. (518, 1120, 666, 1133)
building-society-heading: TARANAKI LAND, BUILDING AND INVESTMENT SOCIETY. (PERMANENT). (28, 1003, 223, 1045)
professional-notice (17, 449, 234, 500)
column-advertisements (1662, 70, 1897, 1932)
article-paragraph: The Huns paid us great attention with 8.2in and 11in shells, as well as a bit of shrapnel, which further increased our casualty list. They made it so hot for the transport at Green Dump that it had to shift to a new spot. (718, 261, 945, 331)
horse-illustration (1668, 568, 1773, 656)
british-dominions-title: CITIZENS! PROTECT YOUR OWN PROPERTY With the BRITISH DOMINIONS GENERAL INSURANCE CO., LTD. (1438, 1278, 1655, 1336)
professional-notice (17, 538, 234, 601)
article-paragraph: When to all Dorothy's tears and pleadings and cajolings her father still turned a deaf ear, the lovers realised that they must take their fate into their own hands; and the plot that should crown their love with happiness was quickly arranged. (1197, 976, 1424, 1046)
divider (493, 127, 690, 128)
braeburn-text: HANDSOME brick building, with every modern convenience, electric light, electric radiators, hot and cold water in principal bedrooms, seven bathrooms, with h.c. and shower baths. Magnificent situation, overlooking river, town and countryside. Five minutes from railway station. Motor garage, tennis and croquet grounds. TARIFF—9s per day, £2 5s per week. (246, 630, 466, 757)
poem-line: Who are not heard of more. (969, 952, 1097, 965)
